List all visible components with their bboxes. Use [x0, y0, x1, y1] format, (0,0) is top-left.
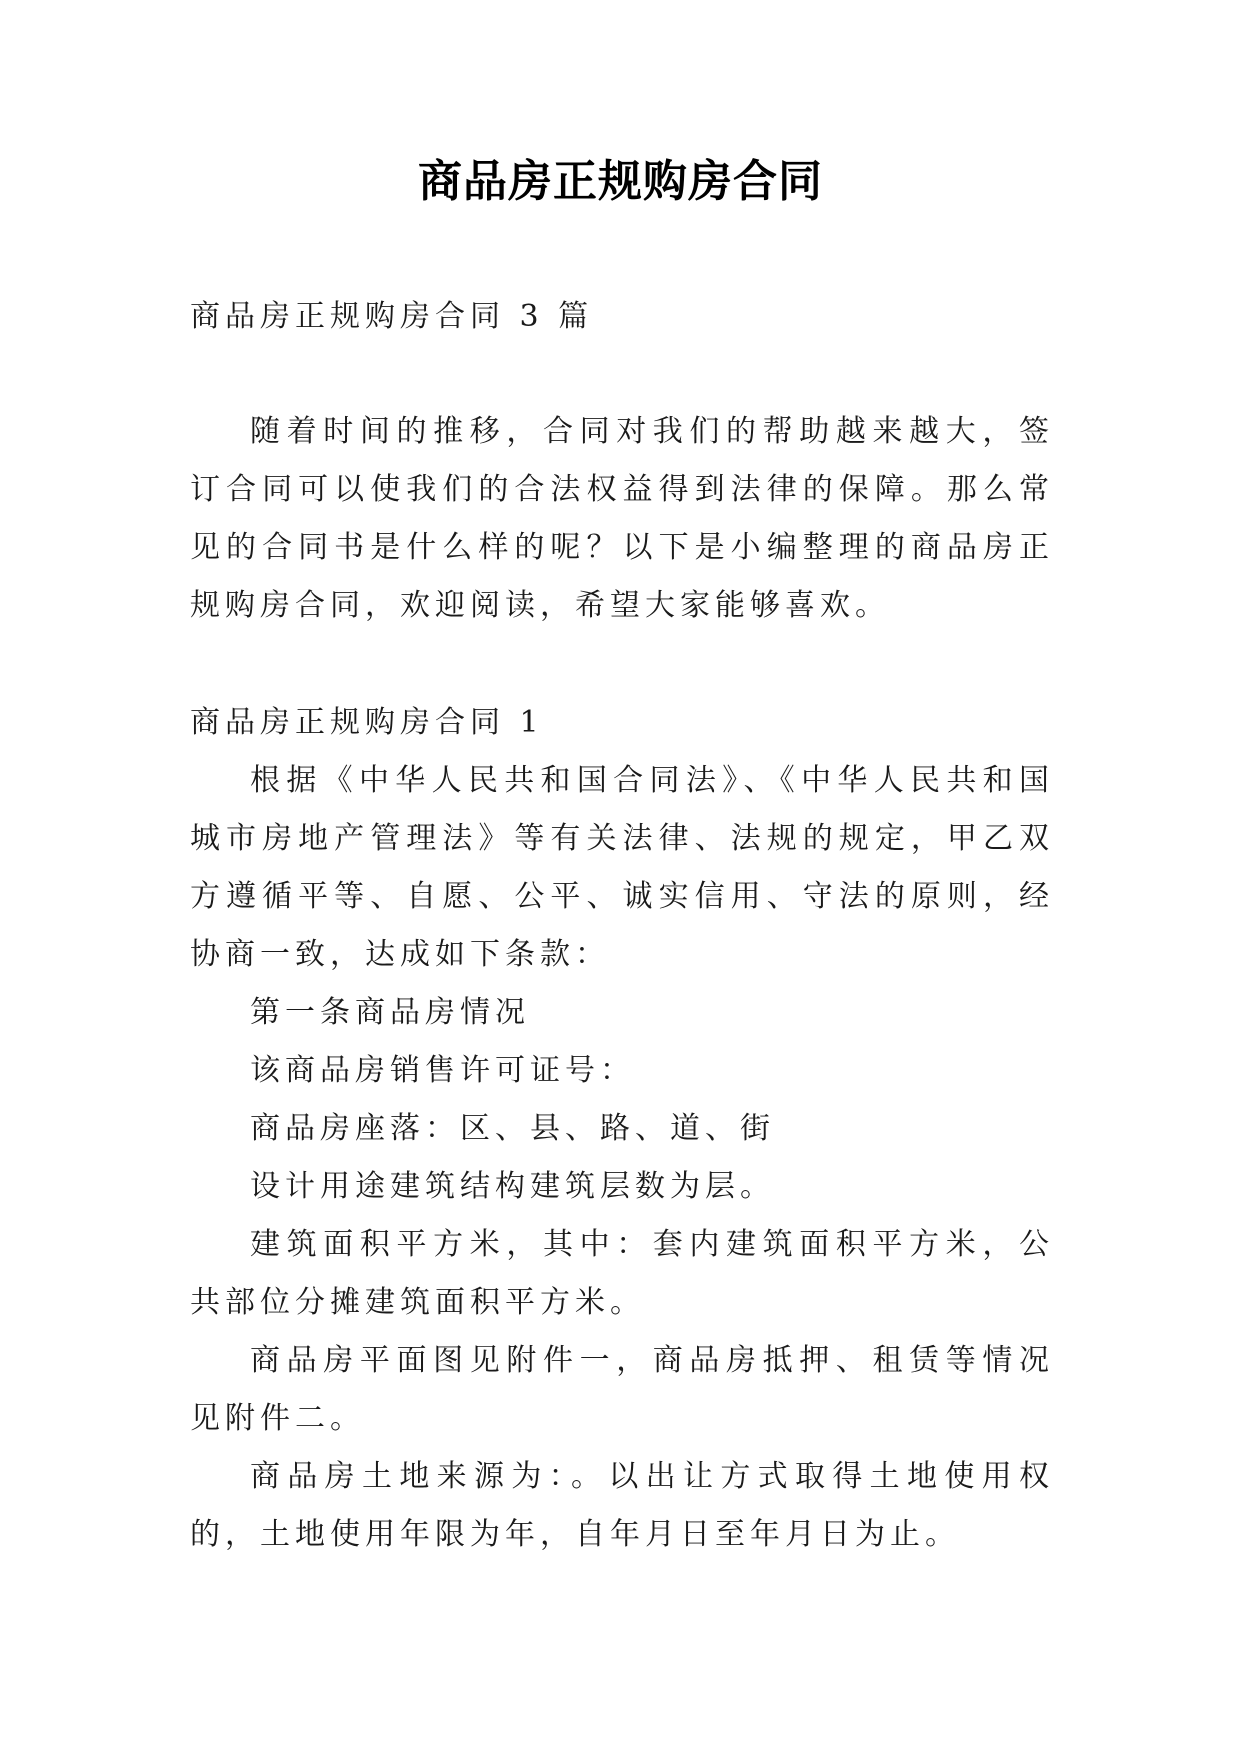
paragraph-8: 商品房土地来源为：。以出让方式取得土地使用权的，土地使用年限为年，自年月日至年月日为止。: [190, 1459, 1054, 1552]
paragraph-6: 建筑面积平方米，其中：套内建筑面积平方米，公共部位分摊建筑面积平方米。: [190, 1227, 1054, 1320]
document-title: 商品房正规购房合同: [418, 156, 823, 207]
document-subtitle: 商品房正规购房合同 3 篇: [190, 299, 594, 334]
paragraph-7: 商品房平面图见附件一，商品房抵押、租赁等情况见附件二。: [190, 1343, 1054, 1436]
section-1: [190, 694, 1054, 1564]
paragraph-3: 该商品房销售许可证号：: [250, 1053, 635, 1088]
paragraph-5: 设计用途建筑结构建筑层数为层。: [250, 1169, 775, 1204]
paragraph-2: 第一条商品房情况: [250, 995, 530, 1030]
paragraph-4: 商品房座落：区、县、路、道、街: [250, 1111, 775, 1146]
intro-paragraph: 随着时间的推移，合同对我们的帮助越来越大，签订合同可以使我们的合法权益得到法律的保障。那么常见的合同书是什么样的呢？以下是小编整理的商品房正规购房合同，欢迎阅读，希望大家能够喜欢。: [190, 414, 1054, 623]
paragraph-1: 根据《中华人民共和国合同法》、《中华人民共和国城市房地产管理法》等有关法律、法规的规定，甲乙双方遵循平等、自愿、公平、诚实信用、守法的原则，经协商一致，达成如下条款：: [190, 763, 1054, 972]
section-heading: 商品房正规购房合同 1: [190, 705, 544, 740]
intro-block: [190, 403, 1054, 635]
